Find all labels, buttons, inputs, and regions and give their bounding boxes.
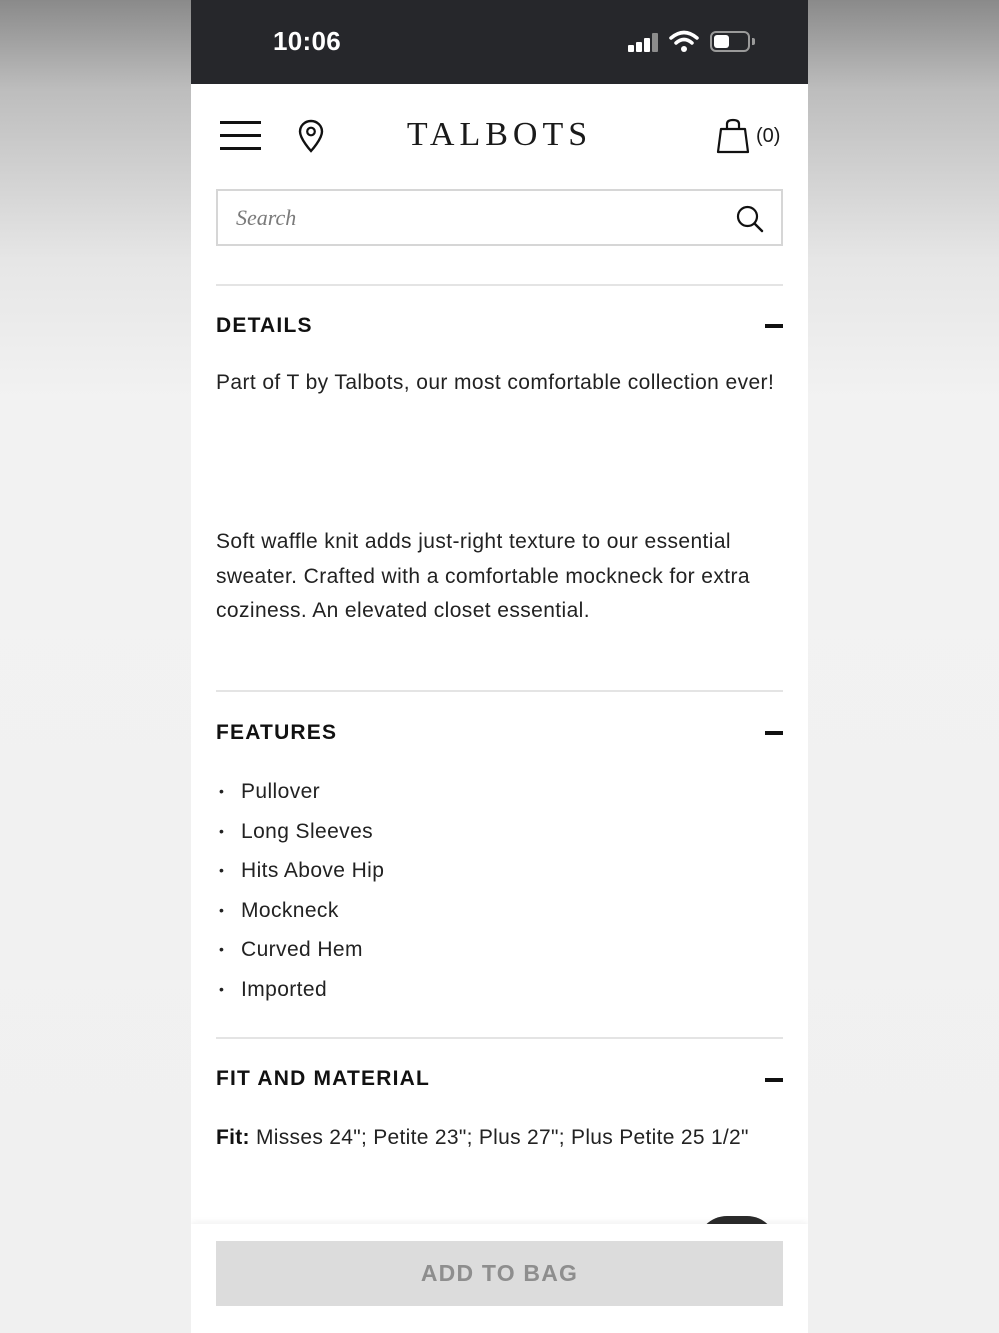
status-bar xyxy=(191,0,808,84)
minus-collapse-icon[interactable] xyxy=(765,731,783,735)
battery-tip xyxy=(752,38,755,45)
search-bar xyxy=(216,189,783,246)
section-divider xyxy=(216,284,783,286)
minus-collapse-icon[interactable] xyxy=(765,1078,783,1082)
search-icon[interactable] xyxy=(735,204,765,234)
list-item: • Mockneck xyxy=(216,891,776,931)
details-paragraph-1: Part of T by Talbots, our most comfortable collection ever! xyxy=(216,371,775,394)
add-to-bag-button[interactable]: ADD TO BAG xyxy=(216,1241,783,1306)
list-item: • Hits Above Hip xyxy=(216,851,776,891)
list-item: • Imported xyxy=(216,970,776,1010)
features-section-title[interactable]: FEATURES xyxy=(216,721,338,744)
list-item: • Curved Hem xyxy=(216,930,776,970)
section-divider xyxy=(216,1037,783,1039)
shopping-bag-icon[interactable] xyxy=(715,118,751,154)
wifi-icon xyxy=(669,29,699,53)
store-locator-pin-icon[interactable] xyxy=(298,119,324,153)
status-time: 10:06 xyxy=(273,26,341,56)
cellular-signal-icon xyxy=(628,32,660,52)
fit-material-section-title[interactable]: FIT AND MATERIAL xyxy=(216,1067,431,1090)
details-section-title[interactable]: DETAILS xyxy=(216,314,313,337)
battery-icon xyxy=(710,31,750,52)
bottom-action-bar xyxy=(191,1224,808,1333)
search-input[interactable] xyxy=(236,203,716,233)
bag-count[interactable]: (0) xyxy=(756,125,781,147)
fit-measurements xyxy=(216,1120,776,1155)
list-item: • Long Sleeves xyxy=(216,812,776,852)
section-divider xyxy=(216,690,783,692)
talbots-logo[interactable]: TALBOTS xyxy=(406,116,593,153)
site-header xyxy=(191,84,808,188)
hamburger-menu-icon[interactable] xyxy=(220,121,261,151)
phone-screen xyxy=(191,0,808,1333)
fit-label: Fit: xyxy=(216,1126,250,1149)
features-list xyxy=(216,772,776,1009)
fit-value: Misses 24"; Petite 23"; Plus 27"; Plus Petite 25 1/2" xyxy=(249,1126,749,1149)
details-paragraph-2: Soft waffle knit adds just-right texture to our essential sweater. Crafted with a comfortable mockneck for extra coziness. An elevated closet essential. xyxy=(216,530,750,622)
minus-collapse-icon[interactable] xyxy=(765,324,783,328)
list-item: • Pullover xyxy=(216,772,776,812)
